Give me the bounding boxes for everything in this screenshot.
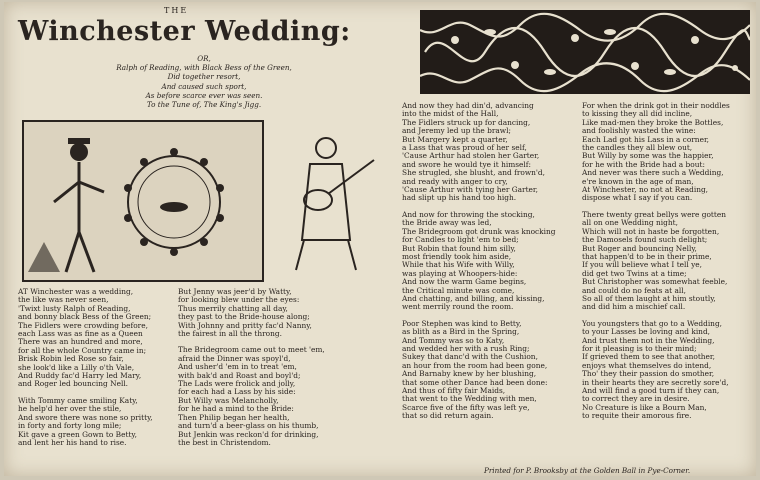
verse-line: and did him a mischief call. <box>582 302 686 312</box>
subtitle-line: Ralph of Reading, with Black Bess of the Green, <box>116 63 292 73</box>
verse-line: and ready with anger to cry, <box>402 176 508 186</box>
verse-line: But Willy was Melancholly, <box>178 395 279 405</box>
verse-line: the candles they all blew out, <box>582 143 693 153</box>
verse-line: Which will not in haste be forgotten, <box>582 226 720 236</box>
woodcut-lute-player-illustration <box>266 120 386 278</box>
verse-line: Brisk Robin led Rose so fair, <box>18 354 124 364</box>
verse-line: and wedded her with a rush Ring; <box>402 343 530 353</box>
subtitle-line: And caused such sport, <box>161 81 247 91</box>
verse-line: and lent her his hand to rise. <box>18 437 127 447</box>
verse-line: and Roger led bouncing Nell. <box>18 379 129 389</box>
verse-line: most friendly took him aside, <box>402 251 512 261</box>
verse-line: If grieved them to see that another, <box>582 352 715 362</box>
verse-line: enjoys what themselves do intend, <box>582 360 712 370</box>
verse-line: and swore he would tye it himself: <box>402 159 531 169</box>
verse-line: While that his Wife with Willy, <box>402 260 515 270</box>
page-title: Winchester Wedding: <box>18 16 351 47</box>
verse-line: the like was never seen, <box>18 295 109 305</box>
verse-line: for he with the Bride had a bout: <box>582 159 705 169</box>
verse-line: Tho' they their passion do smother, <box>582 369 715 379</box>
verse-line: Thus merrily chatting all day, <box>178 303 288 313</box>
verse-line: the Bride away was led, <box>402 218 492 228</box>
verse-line: And chatting, and billing, and kissing, <box>402 293 545 303</box>
verse-line: The Lads were frolick and jolly, <box>178 379 296 389</box>
title-prefix: THE <box>164 6 189 15</box>
verse-line: for looking blew under the eyes: <box>178 295 300 305</box>
subtitle-line: Did together resort, <box>167 72 241 82</box>
verse-line: the best in Christendom. <box>178 437 271 447</box>
verse-line: to your Lasses be loving and kind, <box>582 327 711 337</box>
verse-line: There was an hundred and more, <box>18 337 143 347</box>
verse-line: But Willy by some was the happier, <box>582 151 714 161</box>
verse-line: No Creature is like a Bourn Man, <box>582 402 707 412</box>
verse-line: e're known in the age of man, <box>582 176 694 186</box>
verse-line: and bonny black Bess of the Green; <box>18 312 152 322</box>
verse-line: that some other Dance had been done: <box>402 377 548 387</box>
ornamental-woodcut-band <box>420 10 750 94</box>
verse-line: in forty and forty long mile; <box>18 421 122 431</box>
verse-line: and could do no feats at all, <box>582 285 686 295</box>
verse-line: she look'd like a Lilly o'th Vale, <box>18 362 135 372</box>
verse-line: each Lass was as fine as a Queen <box>18 329 143 339</box>
verse-line: dispose what I say if you can. <box>582 193 693 203</box>
verse-line: he help'd her over the stile, <box>18 404 122 414</box>
verse-line: And swore there was none so pritty, <box>18 412 153 422</box>
woodcut-dancers-illustration <box>22 120 264 282</box>
verse-line: went merrily round the room. <box>402 302 514 312</box>
verse-line: the fairest in all the throng. <box>178 329 282 339</box>
verse-line: afraid the Dinner was spoyl'd, <box>178 353 291 363</box>
verse-line: that went to the Wedding with men, <box>402 394 537 404</box>
verse-line: The Fidlers struck up for dancing, <box>402 117 531 127</box>
verse-line: the Critical minute was come, <box>402 285 515 295</box>
verse-line: an hour from the room had been gone, <box>402 360 548 370</box>
verse-line: that happen'd to be in their prime, <box>582 251 712 261</box>
verse-line: for each had a Lass by his side: <box>178 387 296 397</box>
verse-line: And will find a good turn if they can, <box>582 386 720 395</box>
verse-line: to kissing they all did incline, <box>582 109 693 119</box>
verse-line: and turn'd a beer-glass on his thumb, <box>178 421 319 431</box>
verse-line: Poor Stephen was kind to Betty, <box>402 318 522 328</box>
verse-line: did get two Twins at a time; <box>582 268 687 278</box>
verse-line: for he had a mind to the Bride: <box>178 404 294 414</box>
verse-line: But Jenny was jeer'd by Watty, <box>178 287 292 296</box>
verse-line: 'Twixt lusty Ralph of Reading, <box>18 303 131 313</box>
verse-line: But Robin that found him silly, <box>402 243 516 253</box>
verse-line: to requite their amorous fire. <box>582 411 692 421</box>
verse-line: You youngsters that go to a Wedding, <box>582 318 723 328</box>
verse-line: And never was there such a Wedding, <box>582 168 724 178</box>
verse-line: in their hearts they are secretly sore'd, <box>582 377 729 387</box>
subtitle-line: To the Tune of, The King's Jigg. <box>146 100 262 110</box>
verse-line: 'Cause Arthur had stolen her Garter, <box>402 151 540 161</box>
verse-line: For when the drink got in their noddles <box>582 101 730 110</box>
ballad-column-1 <box>18 288 153 447</box>
verse-line: And Tommy was so to Katy, <box>402 335 505 345</box>
subtitle-line: OR, <box>197 54 211 63</box>
verse-line: they past to the Bride-house along; <box>178 312 310 322</box>
verse-line: for all the whole Country came in; <box>18 345 147 355</box>
verse-line: With Tommy came smiling Katy, <box>18 395 138 405</box>
verse-line: At Winchester, no not at Reading, <box>582 185 709 195</box>
verse-line: as blith as a Bird in the Spring, <box>402 327 520 337</box>
verse-line: with bak'd and Roast and boyl'd; <box>178 370 301 380</box>
verse-line: had slipt up his hand too high. <box>402 193 517 203</box>
verse-line: 'Cause Arthur with tying her Garter, <box>402 185 539 195</box>
verse-line: The Fidlers were crowding before, <box>18 320 148 330</box>
verse-line: But Margery kept a quarter, <box>402 134 508 144</box>
verse-line: And now they had din'd, advancing <box>402 101 534 110</box>
verse-line: And thus of fifty fair Maids, <box>402 386 506 395</box>
verse-line: AT Winchester was a wedding, <box>18 287 134 296</box>
verse-line: And now the warm Game begins, <box>402 277 527 287</box>
verse-line: for Candles to light 'em to bed; <box>402 235 519 245</box>
verse-line: to correct they are in desire. <box>582 394 690 404</box>
verse-line: There twenty great bellys were gotten <box>582 209 726 219</box>
verse-line: all on one Wedding night, <box>582 218 678 228</box>
verse-line: But Roger and bouncing Nelly, <box>582 243 697 253</box>
verse-line: and foolishly wasted the wine: <box>582 126 696 136</box>
verse-line: But Jenkin was reckon'd for drinking, <box>178 429 319 439</box>
verse-line: With Johnny and pritty fac'd Nanny, <box>178 320 312 330</box>
verse-line: Scarce five of the fifty was left ye, <box>402 402 530 412</box>
verse-line: But Christopher was somewhat feeble, <box>582 277 728 287</box>
verse-line: Kit gave a green Gown to Betty, <box>18 429 137 439</box>
verse-line: If you will believe what I tell ye, <box>582 260 703 270</box>
ballad-column-4 <box>582 102 730 421</box>
verse-line: that so did return again. <box>402 411 494 421</box>
ballad-column-3 <box>402 102 556 421</box>
subtitle-block <box>44 54 364 109</box>
verse-line: into the midst of the Hall, <box>402 109 499 119</box>
verse-line: And Ruddy fac'd Harry led Mary, <box>18 371 142 381</box>
verse-line: the Damosels found such delight; <box>582 235 708 245</box>
ballad-column-2 <box>178 288 325 447</box>
subtitle-line: As before scarce ever was seen. <box>145 90 263 100</box>
printer-imprint: Printed for P. Brooksby at the Golden Ball in Pye-Corner. <box>484 466 691 475</box>
broadside-sheet <box>4 2 756 476</box>
verse-line: for it pleasing is to their mind; <box>582 343 697 353</box>
verse-line: So all of them laught at him stoutly, <box>582 293 716 303</box>
verse-line: and Jeremy led up the brawl; <box>402 126 511 136</box>
verse-line: And now for throwing the stocking, <box>402 209 535 219</box>
verse-line: a Lass that was proud of her self, <box>402 143 527 153</box>
verse-line: Then Philip began her health, <box>178 412 290 422</box>
verse-line: The Bridegroom got drunk was knocking <box>402 226 556 236</box>
verse-line: The Bridegroom came out to meet 'em, <box>178 345 325 355</box>
verse-line: Sukey that danc'd with the Cushion, <box>402 352 538 362</box>
verse-line: And usher'd 'em in to treat 'em, <box>178 362 297 372</box>
verse-line: Each Lad got his Lass in a corner, <box>582 134 710 144</box>
verse-line: And trust them not in the Wedding, <box>582 335 715 345</box>
verse-line: was playing at Whoopers-hide: <box>402 268 518 278</box>
verse-line: She strugled, she blusht, and frown'd, <box>402 168 546 178</box>
verse-line: Like mad-men they broke the Bottles, <box>582 117 724 127</box>
verse-line: And Barnaby knew by her blushing, <box>402 369 537 379</box>
